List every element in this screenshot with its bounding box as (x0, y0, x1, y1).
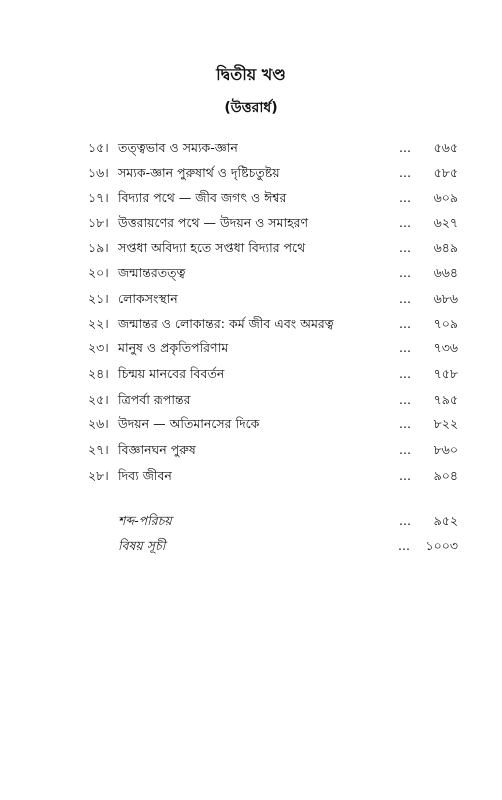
toc-row (88, 390, 460, 410)
toc-row (88, 188, 460, 208)
page-number: ৬৮৬ (433, 291, 458, 306)
leader-dots: ... (399, 190, 411, 205)
toc-row (88, 364, 460, 384)
chapter-title: বিজ্ঞানঘন পুরুষ (118, 442, 196, 457)
chapter-title: দিব্য জীবন (118, 468, 172, 483)
chapter-title: মানুষ ও প্রকৃতিপরিণাম (118, 340, 229, 355)
toc-row (88, 511, 460, 531)
page-number: ৭০৯ (433, 316, 458, 331)
page-number: ৬৬৪ (433, 265, 458, 280)
leader-dots: ... (399, 513, 411, 528)
chapter-number: ২১। (88, 291, 109, 306)
chapter-title: চিন্ময় মানবের বিবর্তন (118, 366, 225, 381)
toc-row (88, 314, 460, 334)
chapter-number: ২০। (88, 265, 109, 280)
chapter-number: ২৪। (88, 366, 109, 381)
chapter-number: ১৭। (88, 190, 109, 205)
chapter-title: জন্মান্তরতত্ত্ব (118, 265, 186, 280)
page-number: ৭৯৫ (433, 392, 458, 407)
toc-row (88, 213, 460, 233)
page-number: ৬২৭ (433, 215, 458, 230)
chapter-title: লোকসংস্থান (118, 291, 178, 306)
leader-dots: ... (399, 392, 411, 407)
chapter-number: ২২। (88, 316, 109, 331)
page-number: ৫৬৫ (433, 140, 458, 155)
volume-subtitle: (উত্তরার্ধ) (224, 100, 278, 116)
leader-dots: ... (399, 265, 411, 280)
leader-dots: ... (399, 291, 411, 306)
leader-dots: ... (399, 468, 411, 483)
toc-row (88, 163, 460, 183)
chapter-number: ১৬। (88, 165, 109, 180)
chapter-title: জন্মান্তর ও লোকান্তর: কর্ম জীব এবং অমরত্ব (118, 316, 334, 331)
chapter-number: ২৭। (88, 442, 109, 457)
toc-row (88, 289, 460, 309)
chapter-number: ১৮। (88, 215, 109, 230)
chapter-title: সপ্তধা অবিদ্যা হতে সপ্তধা বিদ্যার পথে (118, 240, 306, 255)
page-number: ৮৬০ (433, 442, 458, 457)
chapter-number: ২৩। (88, 340, 109, 355)
leader-dots: ... (399, 416, 411, 431)
leader-dots: ... (399, 442, 411, 457)
page-number: ৬০৯ (433, 190, 458, 205)
page-number: ৮২২ (433, 416, 458, 431)
toc-row (88, 263, 460, 283)
toc-row (88, 466, 460, 486)
chapter-number: ১৫। (88, 140, 109, 155)
leader-dots: ... (399, 316, 411, 331)
page-number: ৭৫৮ (433, 366, 458, 381)
toc-row (88, 414, 460, 434)
chapter-number: ২৫। (88, 392, 109, 407)
volume-title: দ্বিতীয় খণ্ড (216, 65, 286, 84)
chapter-title: তত্ত্বভাব ও সম্যক-জ্ঞান (118, 140, 238, 155)
chapter-title: উদয়ন — অতিমানসের দিকে (118, 416, 260, 431)
leader-dots: ... (399, 140, 411, 155)
leader-dots: ... (399, 240, 411, 255)
chapter-title: সম্যক-জ্ঞান পুরুষার্থ ও দৃষ্টিচতুষ্টয় (118, 165, 280, 180)
chapter-number: ২৮। (88, 468, 109, 483)
appendix-title: বিষয় সূচী (118, 538, 166, 553)
leader-dots: ... (399, 165, 411, 180)
page-number: ৭৩৬ (433, 340, 458, 355)
toc-row (88, 238, 460, 258)
toc-row (88, 138, 460, 158)
chapter-title: উত্তরায়ণের পথে — উদয়ন ও সমাহরণ (118, 215, 309, 230)
toc-row (88, 440, 460, 460)
page-number: ৯০৪ (433, 468, 458, 483)
leader-dots: ... (399, 340, 411, 355)
leader-dots: ... (399, 366, 411, 381)
page-number: ৯৫২ (433, 513, 458, 528)
chapter-number: ২৬। (88, 416, 109, 431)
leader-dots: ... (398, 538, 410, 553)
appendix-title: শব্দ-পরিচয় (118, 513, 172, 528)
leader-dots: ... (399, 215, 411, 230)
page-number: ১০০৩ (425, 538, 458, 553)
page-number: ৫৮৫ (433, 165, 458, 180)
chapter-title: বিদ্যার পথে — জীব জগৎ ও ঈশ্বর (118, 190, 287, 205)
toc-row (88, 536, 460, 556)
toc-row (88, 338, 460, 358)
chapter-number: ১৯। (88, 240, 109, 255)
page-number: ৬৪৯ (433, 240, 458, 255)
chapter-title: ত্রিপর্বা রূপান্তর (118, 392, 191, 407)
